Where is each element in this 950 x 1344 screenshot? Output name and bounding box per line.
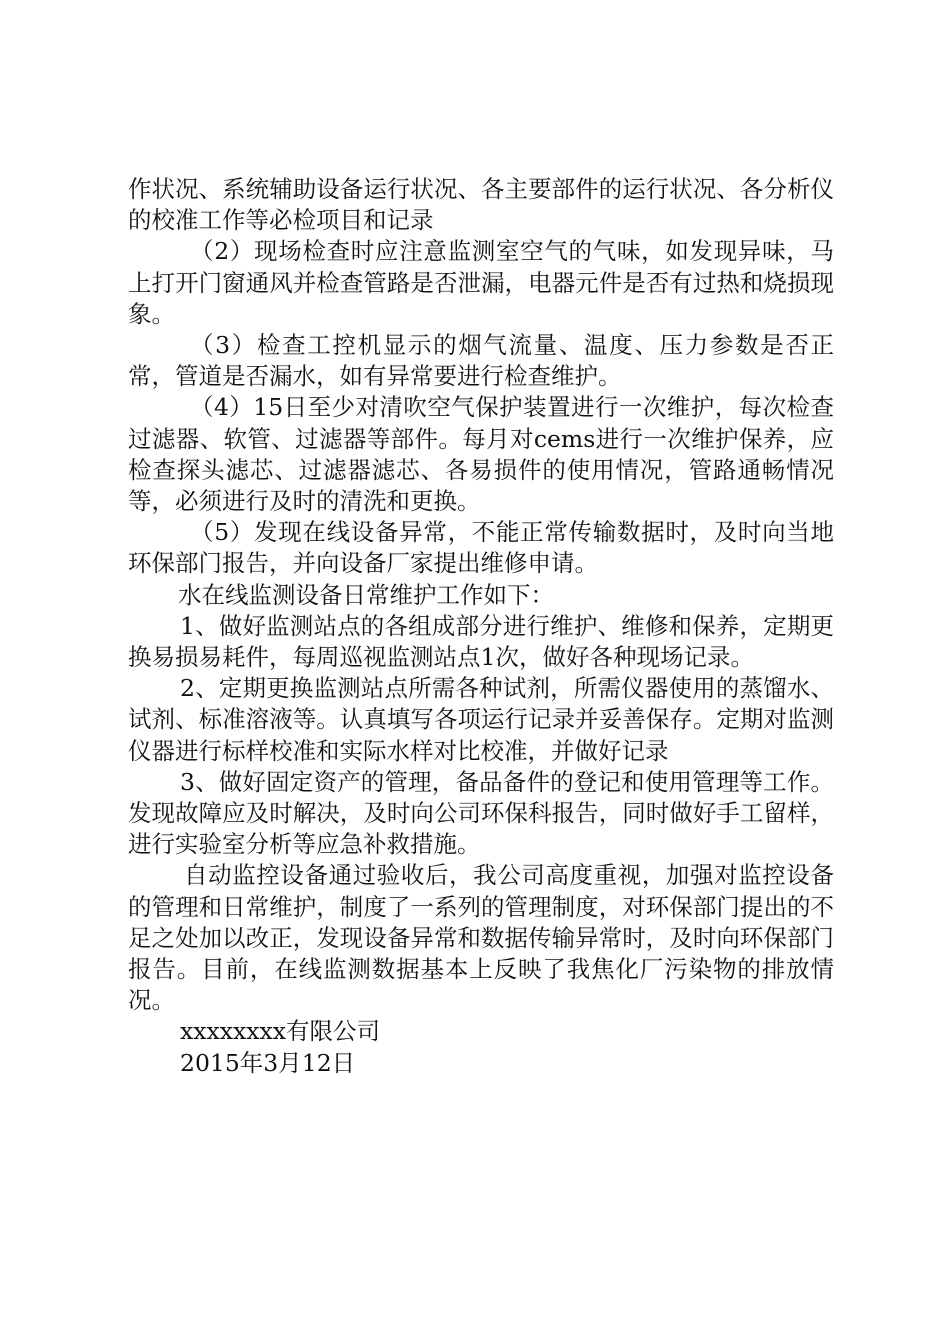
paragraph-continuation: 作状况、系统辅助设备运行状况、各主要部件的运行状况、各分析仪的校准工作等必检项目和记录 <box>128 175 834 235</box>
paragraph-water-1: 1、做好监测站点的各组成部分进行维护、维修和保养，定期更换易损易耗件，每周巡视监测站点1次，做好各种现场记录。 <box>128 611 834 672</box>
document-page <box>128 174 834 1079</box>
signature-date: 2015年3月12日 <box>180 1048 356 1077</box>
paragraph-item-4: （4）15日至少对清吹空气保护装置进行一次维护，每次检查过滤器、软管、过滤器等部件。每月对cems进行一次维护保养，应检查探头滤芯、过滤器滤芯、各易损件的使用情况，管路通畅情况等，必须进行及时的清洗和更换。 <box>128 393 834 516</box>
paragraph-water-3: 3、做好固定资产的管理，备品备件的登记和使用管理等工作。发现故障应及时解决，及时向公司环保科报告，同时做好手工留样，进行实验室分析等应急补救措施。 <box>128 767 834 859</box>
paragraph-water-2: 2、定期更换监测站点所需各种试剂，所需仪器使用的蒸馏水、试剂、标准溶液等。认真填写各项运行记录并妥善保存。定期对监测仪器进行标样校准和实际水样对比校准，并做好记录 <box>128 674 834 765</box>
signature-company: xxxxxxxx有限公司 <box>180 1017 381 1046</box>
paragraph-item-2: （2）现场检查时应注意监测室空气的气味，如发现异味，马上打开门窗通风并检查管路是否泄漏，电器元件是否有过热和烧损现象。 <box>128 237 834 328</box>
paragraph-item-5: （5）发现在线设备异常，不能正常传输数据时，及时向当地环保部门报告，并向设备厂家提出维修申请。 <box>128 518 834 578</box>
paragraph-item-3: （3）检查工控机显示的烟气流量、温度、压力参数是否正常，管道是否漏水，如有异常要进行检查维护。 <box>128 331 834 391</box>
paragraph-conclusion: 自动监控设备通过验收后，我公司高度重视，加强对监控设备的管理和日常维护，制度了一系列的管理制度，对环保部门提出的不足之处加以改正，发现设备异常和数据传输异常时，及时向环保部门报告。目前，在线监测数据基本上反映了我焦化厂污染物的排放情况。 <box>128 861 834 1015</box>
paragraph-water-heading: 水在线监测设备日常维护工作如下： <box>178 580 554 609</box>
